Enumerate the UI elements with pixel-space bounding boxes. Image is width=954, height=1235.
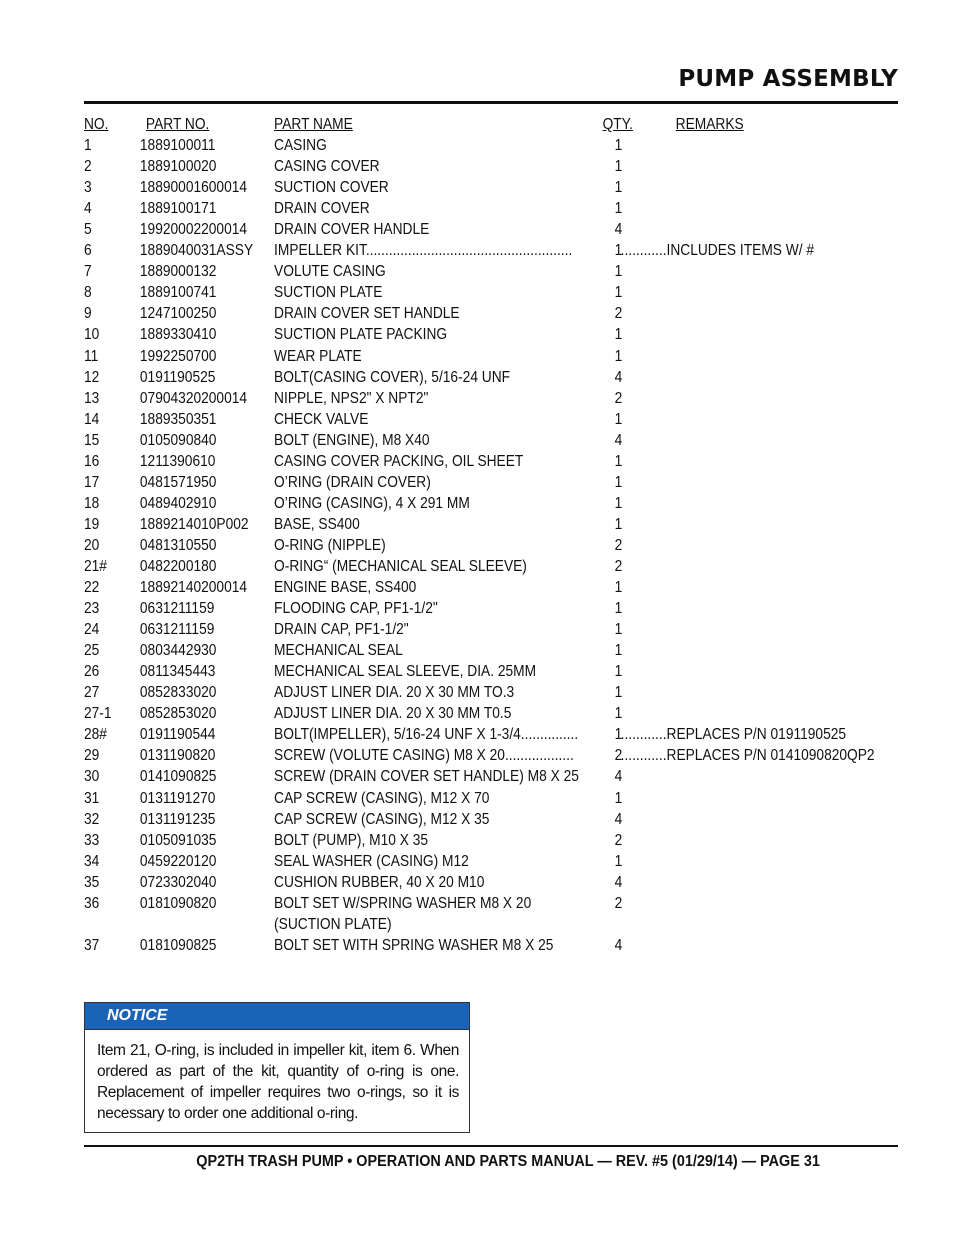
table-row — [84, 493, 784, 514]
table-row — [84, 893, 784, 935]
cell-part-no: 0852853020 — [139, 705, 217, 723]
cell-part-no: 0489402910 — [139, 494, 217, 512]
cell-qty: 2 — [614, 831, 623, 849]
cell-part-name: SUCTION PLATE — [274, 284, 383, 302]
cell-part-no: 0481310550 — [139, 536, 217, 554]
cell-no: 22 — [84, 579, 100, 597]
cell-part-no: 0191190525 — [139, 368, 216, 386]
cell-part-name: SUCTION COVER — [274, 179, 389, 197]
cell-part-name: BOLT(IMPELLER), 5/16-24 UNF X 1-3/4............... — [274, 726, 579, 744]
cell-part-no: 0181090825 — [139, 936, 217, 954]
table-header-row — [84, 114, 784, 135]
table-row — [84, 282, 784, 303]
cell-part-name: O’RING (DRAIN COVER) — [274, 473, 431, 491]
cell-no: 17 — [84, 473, 100, 491]
cell-part-name: BOLT (ENGINE), M8 X40 — [274, 431, 430, 449]
table-row — [84, 346, 784, 367]
cell-no: 11 — [84, 347, 99, 365]
cell-qty: 1 — [614, 347, 623, 365]
cell-qty: 1 — [614, 515, 623, 533]
cell-qty: 1 — [614, 158, 623, 176]
cell-part-no: 0131191270 — [139, 789, 216, 807]
cell-part-no: 0723302040 — [139, 873, 217, 891]
cell-part-name: CASING COVER — [274, 158, 380, 176]
header-remarks: REMARKS — [675, 116, 744, 133]
parts-table — [84, 114, 875, 956]
cell-no: 35 — [84, 873, 100, 891]
cell-qty: 1 — [614, 705, 623, 723]
table-row — [84, 409, 784, 430]
page-footer: QP2TH TRASH PUMP • OPERATION AND PARTS MANUAL — REV. #5 (01/29/14) — PAGE 31 — [196, 1153, 820, 1170]
table-row — [84, 935, 784, 956]
cell-part-name: ADJUST LINER DIA. 20 X 30 MM T0.5 — [274, 705, 512, 723]
cell-no: 31 — [84, 789, 100, 807]
table-row — [84, 598, 784, 619]
cell-qty: 4 — [614, 936, 623, 954]
cell-qty: 2 — [614, 536, 623, 554]
cell-no: 33 — [84, 831, 100, 849]
cell-no: 6 — [84, 242, 92, 260]
cell-no: 34 — [84, 852, 100, 870]
cell-part-no: 1889100741 — [139, 284, 217, 302]
cell-part-name: SEAL WASHER (CASING) M12 — [274, 852, 469, 870]
page-title: PUMP ASSEMBLY — [678, 66, 898, 92]
cell-qty: 2 — [614, 557, 623, 575]
notice-body: Item 21, O-ring, is included in impeller kit, item 6. When ordered as part of the kit, quantity of o-ring is one. Replacement of impeller requires two o-rings, so it is necessary to order one additional o-ring. — [97, 1042, 459, 1122]
cell-no: 10 — [84, 326, 100, 344]
cell-qty: 1 — [614, 263, 623, 281]
cell-qty: 1 — [614, 684, 623, 702]
table-row — [84, 640, 784, 661]
cell-qty: 1 — [614, 789, 623, 807]
cell-part-no: 0631211159 — [139, 621, 215, 639]
cell-part-name: O-RING (NIPPLE) — [274, 536, 386, 554]
cell-part-name: NIPPLE, NPS2" X NPT2" — [274, 389, 429, 407]
cell-part-no: 0181090820 — [139, 894, 217, 912]
cell-no: 29 — [84, 747, 100, 765]
cell-part-no: 1211390610 — [139, 452, 216, 470]
cell-part-no: 18892140200014 — [139, 579, 248, 597]
cell-qty: 1 — [614, 600, 623, 618]
cell-remarks: ............REPLACES P/N 0141090820QP2 — [620, 747, 875, 765]
cell-qty: 2 — [614, 389, 623, 407]
cell-qty: 2 — [614, 894, 623, 912]
cell-no: 2 — [84, 158, 92, 176]
table-row — [84, 261, 784, 282]
table-row — [84, 240, 815, 261]
cell-part-no: 0131191235 — [139, 810, 216, 828]
cell-part-no: 18890001600014 — [139, 179, 248, 197]
table-row — [84, 177, 784, 198]
cell-part-name: VOLUTE CASING — [274, 263, 386, 281]
header-qty: QTY. — [602, 116, 633, 133]
cell-part-name: DRAIN COVER — [274, 200, 370, 218]
notice-title: NOTICE — [85, 1003, 469, 1030]
cell-part-no: 1889040031ASSY — [139, 242, 254, 260]
table-row — [84, 703, 784, 724]
cell-no: 14 — [84, 410, 100, 428]
cell-qty: 1 — [614, 852, 623, 870]
table-row — [84, 219, 784, 240]
cell-no: 16 — [84, 452, 100, 470]
cell-part-name: CAP SCREW (CASING), M12 X 35 — [274, 810, 490, 828]
cell-part-name: IMPELLER KIT...................................................... — [274, 242, 573, 260]
cell-no: 26 — [84, 663, 100, 681]
cell-part-name: WEAR PLATE — [274, 347, 362, 365]
cell-qty: 4 — [614, 873, 623, 891]
cell-qty: 1 — [614, 642, 623, 660]
cell-no: 20 — [84, 536, 100, 554]
cell-no: 28# — [84, 726, 107, 744]
cell-no: 27 — [84, 684, 100, 702]
cell-part-name: CASING COVER PACKING, OIL SHEET — [274, 452, 524, 470]
cell-no: 27-1 — [84, 705, 112, 723]
table-row — [84, 556, 784, 577]
cell-part-no: 1889214010P002 — [139, 515, 249, 533]
cell-part-name: O-RING“ (MECHANICAL SEAL SLEEVE) — [274, 557, 527, 575]
footer-divider — [84, 1145, 898, 1147]
cell-part-no: 19920002200014 — [139, 221, 248, 239]
table-row — [84, 872, 784, 893]
table-row — [84, 788, 784, 809]
cell-no: 24 — [84, 621, 100, 639]
cell-remarks: ............INCLUDES ITEMS W/ # — [620, 242, 815, 260]
table-row — [84, 830, 784, 851]
cell-qty: 2 — [614, 305, 623, 323]
cell-no: 7 — [84, 263, 92, 281]
table-row — [84, 303, 784, 324]
cell-qty: 1 — [614, 284, 623, 302]
cell-qty: 1 — [614, 326, 623, 344]
table-row — [84, 766, 784, 787]
cell-part-name — [274, 893, 614, 935]
cell-part-no: 0852833020 — [139, 684, 217, 702]
cell-no: 12 — [84, 368, 100, 386]
cell-part-no: 1889100171 — [139, 200, 217, 218]
table-row — [84, 745, 875, 766]
cell-no: 36 — [84, 894, 100, 912]
cell-part-no: 1889100020 — [139, 158, 217, 176]
cell-part-no: 0105090840 — [139, 431, 217, 449]
header-part-name: PART NAME — [274, 116, 353, 133]
cell-part-no: 1889000132 — [139, 263, 217, 281]
cell-part-no: 1889350351 — [139, 410, 217, 428]
header-no: NO. — [84, 116, 109, 133]
cell-part-name: MECHANICAL SEAL SLEEVE, DIA. 25MM — [274, 663, 537, 681]
header-part-no: PART NO. — [145, 116, 210, 133]
cell-part-name: DRAIN CAP, PF1-1/2" — [274, 621, 409, 639]
cell-part-name: BOLT(CASING COVER), 5/16-24 UNF — [274, 368, 511, 386]
cell-part-name: BOLT SET WITH SPRING WASHER M8 X 25 — [274, 936, 554, 954]
cell-part-no: 0191190544 — [139, 726, 216, 744]
cell-qty: 1 — [614, 410, 623, 428]
cell-part-no: 0811345443 — [139, 663, 216, 681]
cell-qty: 4 — [614, 431, 623, 449]
cell-part-name: ADJUST LINER DIA. 20 X 30 MM TO.3 — [274, 684, 515, 702]
cell-qty: 1 — [614, 494, 623, 512]
cell-part-name: CUSHION RUBBER, 40 X 20 M10 — [274, 873, 485, 891]
cell-qty: 1 — [614, 726, 623, 744]
table-row — [84, 851, 784, 872]
table-row — [84, 198, 784, 219]
cell-no: 1 — [84, 137, 92, 155]
cell-no: 32 — [84, 810, 100, 828]
table-row — [84, 367, 784, 388]
cell-part-name: CASING — [274, 137, 327, 155]
cell-qty: 1 — [614, 137, 623, 155]
table-row — [84, 577, 784, 598]
cell-part-no: 0459220120 — [139, 852, 217, 870]
cell-part-name: BOLT (PUMP), M10 X 35 — [274, 831, 429, 849]
cell-qty: 4 — [614, 768, 623, 786]
cell-part-no: 0131190820 — [139, 747, 216, 765]
table-row — [84, 472, 784, 493]
cell-part-no: 0482200180 — [139, 557, 217, 575]
table-body — [84, 135, 875, 956]
cell-part-no: 07904320200014 — [139, 389, 248, 407]
table-row — [84, 430, 784, 451]
title-divider — [84, 101, 898, 104]
cell-part-name: SCREW (VOLUTE CASING) M8 X 20.................. — [274, 747, 574, 765]
cell-no: 21# — [84, 557, 107, 575]
cell-qty: 1 — [614, 663, 623, 681]
cell-no: 23 — [84, 600, 100, 618]
cell-part-name: SUCTION PLATE PACKING — [274, 326, 448, 344]
table-row — [84, 156, 784, 177]
cell-part-name-line1: BOLT SET W/SPRING WASHER M8 X 20 — [274, 894, 532, 912]
cell-part-no: 0631211159 — [139, 600, 215, 618]
cell-no: 37 — [84, 936, 100, 954]
table-row — [84, 324, 784, 345]
table-row — [84, 451, 784, 472]
cell-no: 30 — [84, 768, 100, 786]
cell-qty: 1 — [614, 200, 623, 218]
cell-qty: 4 — [614, 368, 623, 386]
cell-part-name: SCREW (DRAIN COVER SET HANDLE) M8 X 25 — [274, 768, 579, 786]
cell-qty: 4 — [614, 221, 623, 239]
table-row — [84, 135, 784, 156]
cell-remarks: ............REPLACES P/N 0191190525 — [620, 726, 847, 744]
cell-part-name-line2: (SUCTION PLATE) — [274, 915, 392, 933]
cell-part-no: 0481571950 — [139, 473, 217, 491]
cell-qty: 4 — [614, 810, 623, 828]
cell-qty: 1 — [614, 242, 623, 260]
table-row — [84, 388, 784, 409]
cell-part-name: O’RING (CASING), 4 X 291 MM — [274, 494, 470, 512]
cell-part-no: 1889330410 — [139, 326, 217, 344]
cell-part-name: FLOODING CAP, PF1-1/2" — [274, 600, 438, 618]
table-row — [84, 724, 847, 745]
cell-part-name: CHECK VALVE — [274, 410, 369, 428]
cell-part-name: BASE, SS400 — [274, 515, 360, 533]
cell-part-name: CAP SCREW (CASING), M12 X 70 — [274, 789, 490, 807]
table-row — [84, 682, 784, 703]
cell-qty: 1 — [614, 621, 623, 639]
cell-no: 15 — [84, 431, 100, 449]
table-row — [84, 661, 784, 682]
cell-no: 13 — [84, 389, 100, 407]
cell-part-no: 0141090825 — [139, 768, 217, 786]
cell-no: 4 — [84, 200, 92, 218]
table-row — [84, 809, 784, 830]
cell-no: 25 — [84, 642, 100, 660]
cell-no: 19 — [84, 515, 100, 533]
cell-part-name: DRAIN COVER HANDLE — [274, 221, 430, 239]
notice-box — [84, 1002, 470, 1133]
cell-no: 3 — [84, 179, 92, 197]
cell-part-name: MECHANICAL SEAL — [274, 642, 403, 660]
cell-part-no: 1889100011 — [139, 137, 216, 155]
cell-qty: 1 — [614, 179, 623, 197]
cell-qty: 1 — [614, 473, 623, 491]
table-row — [84, 535, 784, 556]
cell-part-name: ENGINE BASE, SS400 — [274, 579, 417, 597]
cell-no: 5 — [84, 221, 92, 239]
cell-no: 9 — [84, 305, 92, 323]
cell-part-no: 0803442930 — [139, 642, 217, 660]
cell-part-name: DRAIN COVER SET HANDLE — [274, 305, 460, 323]
cell-no: 18 — [84, 494, 100, 512]
cell-part-no: 0105091035 — [139, 831, 217, 849]
table-row — [84, 514, 784, 535]
table-row — [84, 619, 784, 640]
cell-qty: 2 — [614, 747, 623, 765]
cell-part-no: 1247100250 — [139, 305, 217, 323]
cell-part-no: 1992250700 — [139, 347, 217, 365]
cell-qty: 1 — [614, 579, 623, 597]
cell-qty: 1 — [614, 452, 623, 470]
cell-no: 8 — [84, 284, 92, 302]
